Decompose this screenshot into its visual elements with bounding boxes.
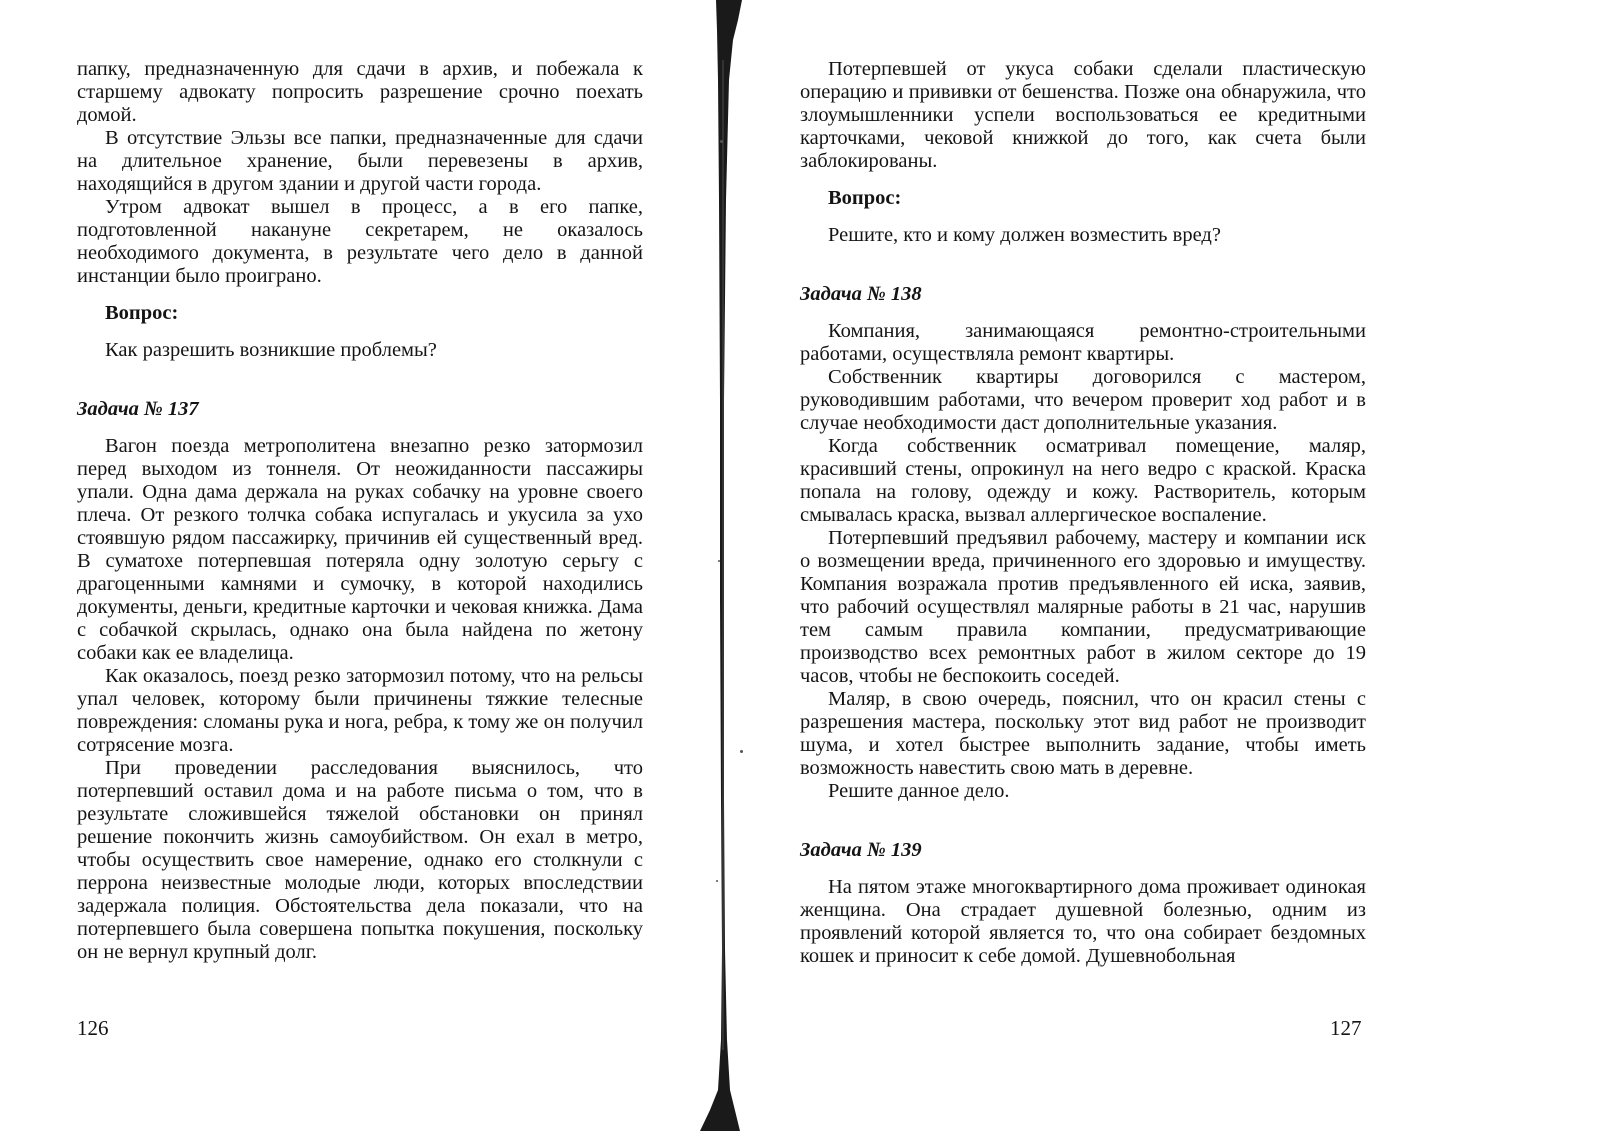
task-title: Задача № 139 xyxy=(800,839,922,861)
paragraph: При проведении расследования выяснилось, что потерпевший оставил дома и на работе письма о том, что в результате сложившейся тяжелой обстановки он принял решение покончить жизнь самоубийством. Он ехал в метро, чтобы осуществить свое намерение, однако его столкнули с перрона неизвестные молодые люди, которых впоследствии задержала полиция. Обстоятельства дела показали, что на потерпевшего была совершена попытка покушения, поскольку он не вернул крупный долг. xyxy=(77,757,643,963)
page-number: 126 xyxy=(77,1016,109,1040)
paragraph: Утром адвокат вышел в процесс, а в его папке, подготовленной накануне секретарем, не оказалось необходимого документа, в результате чего дело в данной инстанции было проиграно. xyxy=(77,196,643,287)
paragraph: В отсутствие Эльзы все папки, предназначенные для сдачи на длительное хранение, были перевезены в архив, находящийся в другом здании и другой части города. xyxy=(77,127,643,195)
scan-speck xyxy=(718,560,720,562)
question-label: Вопрос: xyxy=(105,302,179,324)
paragraph: Собственник квартиры договорился с мастером, руководившим работами, что вечером проверит ход работ и в случае необходимости даст дополнительные указания. xyxy=(800,366,1366,434)
paragraph: Компания, занимающаяся ремонтно-строительными работами, осуществляла ремонт квартиры. xyxy=(800,320,1366,365)
paragraph: Потерпевший предъявил рабочему, мастеру и компании иск о возмещении вреда, причиненного его здоровью и имуществу. Компания возражала против предъявленного ей иска, заявив, что рабочий осуществлял малярные работы в 21 час, нарушив тем самым правила компании, предусматривающие производство всех ремонтных работ в жилом секторе до 19 часов, чтобы не беспокоить соседей. xyxy=(800,527,1366,687)
paragraph: На пятом этаже многоквартирного дома проживает одинокая женщина. Она страдает душевной болезнью, одним из проявлений которой является то, что она собирает бездомных кошек и приносит к себе домой. Душевнобольная xyxy=(800,876,1366,967)
paragraph: Решите данное дело. xyxy=(828,780,1010,802)
task-title: Задача № 138 xyxy=(800,283,922,305)
question-text: Как разрешить возникшие проблемы? xyxy=(105,339,437,361)
book-gutter xyxy=(700,0,760,1131)
paragraph: папку, предназначенную для сдачи в архив, и побежала к старшему адвокату попросить разрешение срочно поехать домой. xyxy=(77,58,643,126)
paragraph: Маляр, в свою очередь, пояснил, что он красил стены с разрешения мастера, поскольку этот вид работ не производит шума, и хотел быстрее выполнить задание, чтобы иметь возможность навестить свою мать в деревне. xyxy=(800,688,1366,779)
question-text: Решите, кто и кому должен возместить вред? xyxy=(828,224,1221,246)
right-page xyxy=(800,58,1366,968)
task-title: Задача № 137 xyxy=(77,398,199,420)
page-number: 127 xyxy=(1330,1016,1362,1040)
gutter-shadow xyxy=(700,0,760,1131)
scan-speck xyxy=(740,750,743,753)
paragraph: Потерпевшей от укуса собаки сделали пластическую операцию и прививки от бешенства. Позже она обнаружила, что злоумышленники успели воспользоваться ее кредитными карточками, чековой книжкой до того, как счета были заблокированы. xyxy=(800,58,1366,172)
paragraph: Вагон поезда метрополитена внезапно резко затормозил перед выходом из тоннеля. От неожиданности пассажиры упали. Одна дама держала на руках собачку на уровне своего плеча. От резкого толчка собака испугалась и укусила за ухо стоявшую рядом пассажирку, причинив ей существенный вред. В суматохе потерпевшая потеряла одну золотую серьгу с драгоценными камнями и сумочку, в которой находились документы, деньги, кредитные карточки и чековая книжка. Дама с собачкой скрылась, однако она была найдена по жетону собаки как ее владелица. xyxy=(77,435,643,664)
scan-speck xyxy=(720,140,723,143)
left-page xyxy=(77,58,643,964)
question-label: Вопрос: xyxy=(828,187,902,209)
scan-speck xyxy=(716,880,718,882)
paragraph: Когда собственник осматривал помещение, маляр, красивший стены, опрокинул на него ведро с краской. Краска попала на голову, одежду и кожу. Растворитель, которым смывалась краска, вызвал аллергическое воспаление. xyxy=(800,435,1366,526)
paragraph: Как оказалось, поезд резко затормозил потому, что на рельсы упал человек, которому были причинены тяжкие телесные повреждения: сломаны рука и нога, ребра, к тому же он получил сотрясение мозга. xyxy=(77,665,643,756)
